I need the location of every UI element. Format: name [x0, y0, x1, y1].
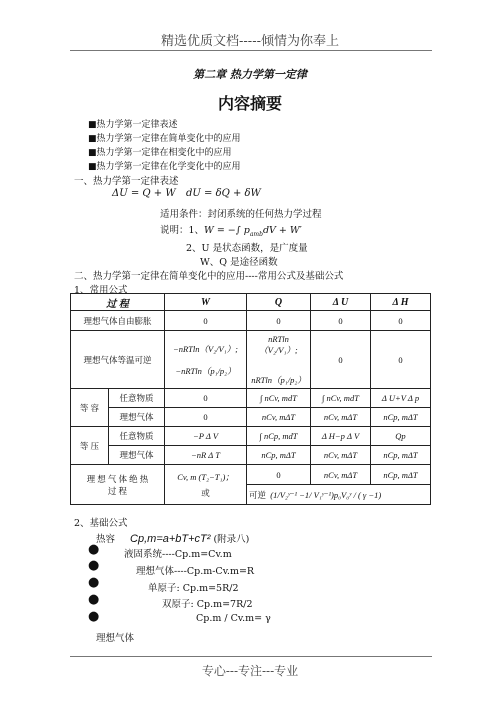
- table-header-row: [71, 294, 431, 311]
- cell-q: ∫ nCv, mdT: [247, 389, 311, 408]
- basic-item: 理想气体----Cp.m-Cv.m=R: [136, 566, 255, 577]
- heat-capacity-line: [96, 531, 249, 545]
- basic-item: 液固系统----Cp.m=Cv.m: [124, 549, 232, 560]
- section-1-heading: 一、热力学第一定律表述: [74, 176, 179, 187]
- chapter-title: 第二章 热力学第一定律: [193, 68, 307, 81]
- cell-q: ∫ nCp, mdT: [247, 427, 311, 446]
- cell-w: −nR Δ T: [165, 446, 247, 465]
- cell-du: 0: [311, 311, 371, 331]
- reversible-label: 可逆: [249, 489, 267, 500]
- table-row: [71, 311, 431, 331]
- table-row: [71, 446, 431, 465]
- heat-capacity-label: 热容: [96, 534, 116, 545]
- cell-du: nCv, mΔT: [311, 465, 371, 485]
- cell-w-line1: Cv, m (T₂−T₁)；: [177, 471, 234, 482]
- table-row: [71, 389, 431, 408]
- table-row: [71, 408, 431, 427]
- row-label: 理想气体等温可逆: [71, 331, 165, 389]
- cell-w: −P Δ V: [165, 427, 247, 446]
- cell-w-line1: −nRTln（V₂/V₁）;: [172, 343, 238, 354]
- toc-item: ■热力学第一定律表述: [88, 120, 178, 130]
- cell-w: [165, 331, 247, 389]
- cell-dh: 0: [371, 311, 431, 331]
- page-footer: 专心---专注---专业: [201, 664, 299, 678]
- equation-delta-u: ΔU = Q + W: [112, 188, 176, 199]
- col-header-q: Q: [247, 294, 311, 311]
- cell-q: nCv, mΔT: [247, 408, 311, 427]
- basic-formulas-heading: 2、基础公式: [74, 518, 128, 529]
- bullet-icon: ●: [88, 558, 100, 573]
- heat-capacity-note: (附录八): [213, 534, 250, 545]
- bullet-icon: ●: [88, 542, 100, 557]
- note-1: [160, 222, 302, 238]
- cell-w: 0: [165, 311, 247, 331]
- work-equation-tail: dV + W′: [262, 225, 302, 236]
- equation-du: dU = δQ + δW: [186, 188, 261, 199]
- basic-item: 双原子: Cp.m=7R/2: [162, 599, 253, 610]
- reversible-adiabatic-cell: [247, 485, 431, 505]
- row-label: 理想气体: [109, 446, 165, 465]
- cell-dh: nCp, mΔT: [371, 446, 431, 465]
- cell-du: ∫ nCv, mdT: [311, 389, 371, 408]
- cell-dh: Qp: [371, 427, 431, 446]
- cell-q: [247, 331, 311, 389]
- bullet-icon: ●: [88, 609, 100, 624]
- cell-w: 0: [165, 389, 247, 408]
- cell-dh: nCp, mΔT: [371, 465, 431, 485]
- row-label-line2: 过 程: [107, 485, 128, 496]
- group-label: 等 容: [71, 389, 109, 427]
- cell-w: [165, 465, 247, 505]
- cell-w: 0: [165, 408, 247, 427]
- table-row: [71, 331, 431, 389]
- cell-dh: 0: [371, 331, 431, 389]
- cell-du: Δ H−p Δ V: [311, 427, 371, 446]
- header-divider: [70, 50, 432, 51]
- cell-dh: Δ U+V Δ p: [371, 389, 431, 408]
- note-label: 说明：1、: [160, 225, 205, 236]
- basic-item: Cp.m / Cv.m= γ: [196, 613, 271, 624]
- common-formulas-heading: 1、常用公式: [74, 285, 128, 296]
- cell-q-line2: nRTln（p₁/p₂）: [251, 374, 306, 385]
- col-header-process: 过 程: [71, 294, 165, 311]
- page-header: 精选优质文档-----倾情为你奉上: [161, 34, 339, 49]
- cell-q: 0: [247, 465, 311, 485]
- note-2: 2、U 是状态函数，是广度量: [186, 243, 308, 254]
- bullet-icon: ●: [88, 592, 100, 607]
- col-header-dh: Δ H: [371, 294, 431, 311]
- toc-item: ■热力学第一定律在简单变化中的应用: [88, 134, 241, 144]
- col-header-w: W: [165, 294, 247, 311]
- work-equation: W = −∫ p: [204, 225, 250, 236]
- col-header-du: Δ U: [311, 294, 371, 311]
- cell-du: 0: [311, 331, 371, 389]
- toc-item: ■热力学第一定律在化学变化中的应用: [88, 162, 241, 172]
- toc-item: ■热力学第一定律在相变化中的应用: [88, 148, 232, 158]
- group-label: 等 压: [71, 427, 109, 465]
- heat-capacity-equation: Cp,m=a+bT+cT²: [130, 533, 211, 545]
- cell-w-line2: 或: [201, 487, 210, 498]
- cell-q: 0: [247, 311, 311, 331]
- row-label: 理想气体自由膨胀: [71, 311, 165, 331]
- row-label: 任意物质: [109, 427, 165, 446]
- cell-du: nCv, mΔT: [311, 446, 371, 465]
- cell-du: nCv, mΔT: [311, 408, 371, 427]
- row-label: 任意物质: [109, 389, 165, 408]
- section-2-heading: 二、热力学第一定律在简单变化中的应用----常用公式及基础公式: [74, 271, 344, 282]
- row-label: [71, 465, 165, 505]
- bullet-icon: ●: [88, 575, 100, 590]
- footer-divider: [70, 656, 432, 657]
- cell-q-line1: nRTln（V₂/V₁）;: [259, 333, 298, 355]
- abstract-title: 内容摘要: [217, 94, 282, 113]
- formula-table: [70, 293, 431, 505]
- work-equation-sub: amb: [249, 230, 263, 238]
- basic-item: 单原子: Cp.m=5R/2: [148, 583, 239, 594]
- table-row: [71, 465, 431, 485]
- table-row: [71, 427, 431, 446]
- cell-dh: nCp, mΔT: [371, 408, 431, 427]
- row-label: 理想气体: [109, 408, 165, 427]
- applicability-condition: 适用条件：封闭系统的任何热力学过程: [160, 209, 322, 220]
- reversible-equation: (1/V₂ʸ⁻¹ −1/ V₁ʸ⁻¹)p₀V₀ʸ / ( γ −1): [270, 489, 382, 500]
- cell-w-line2: −nRTln（p₁/p₂）: [175, 365, 236, 376]
- cell-q: nCp, mΔT: [247, 446, 311, 465]
- row-label-line1: 理 想 气 体 绝 热: [86, 473, 149, 484]
- ideal-gas-label: 理想气体: [96, 633, 135, 644]
- note-3: W、Q 是途径函数: [200, 257, 278, 268]
